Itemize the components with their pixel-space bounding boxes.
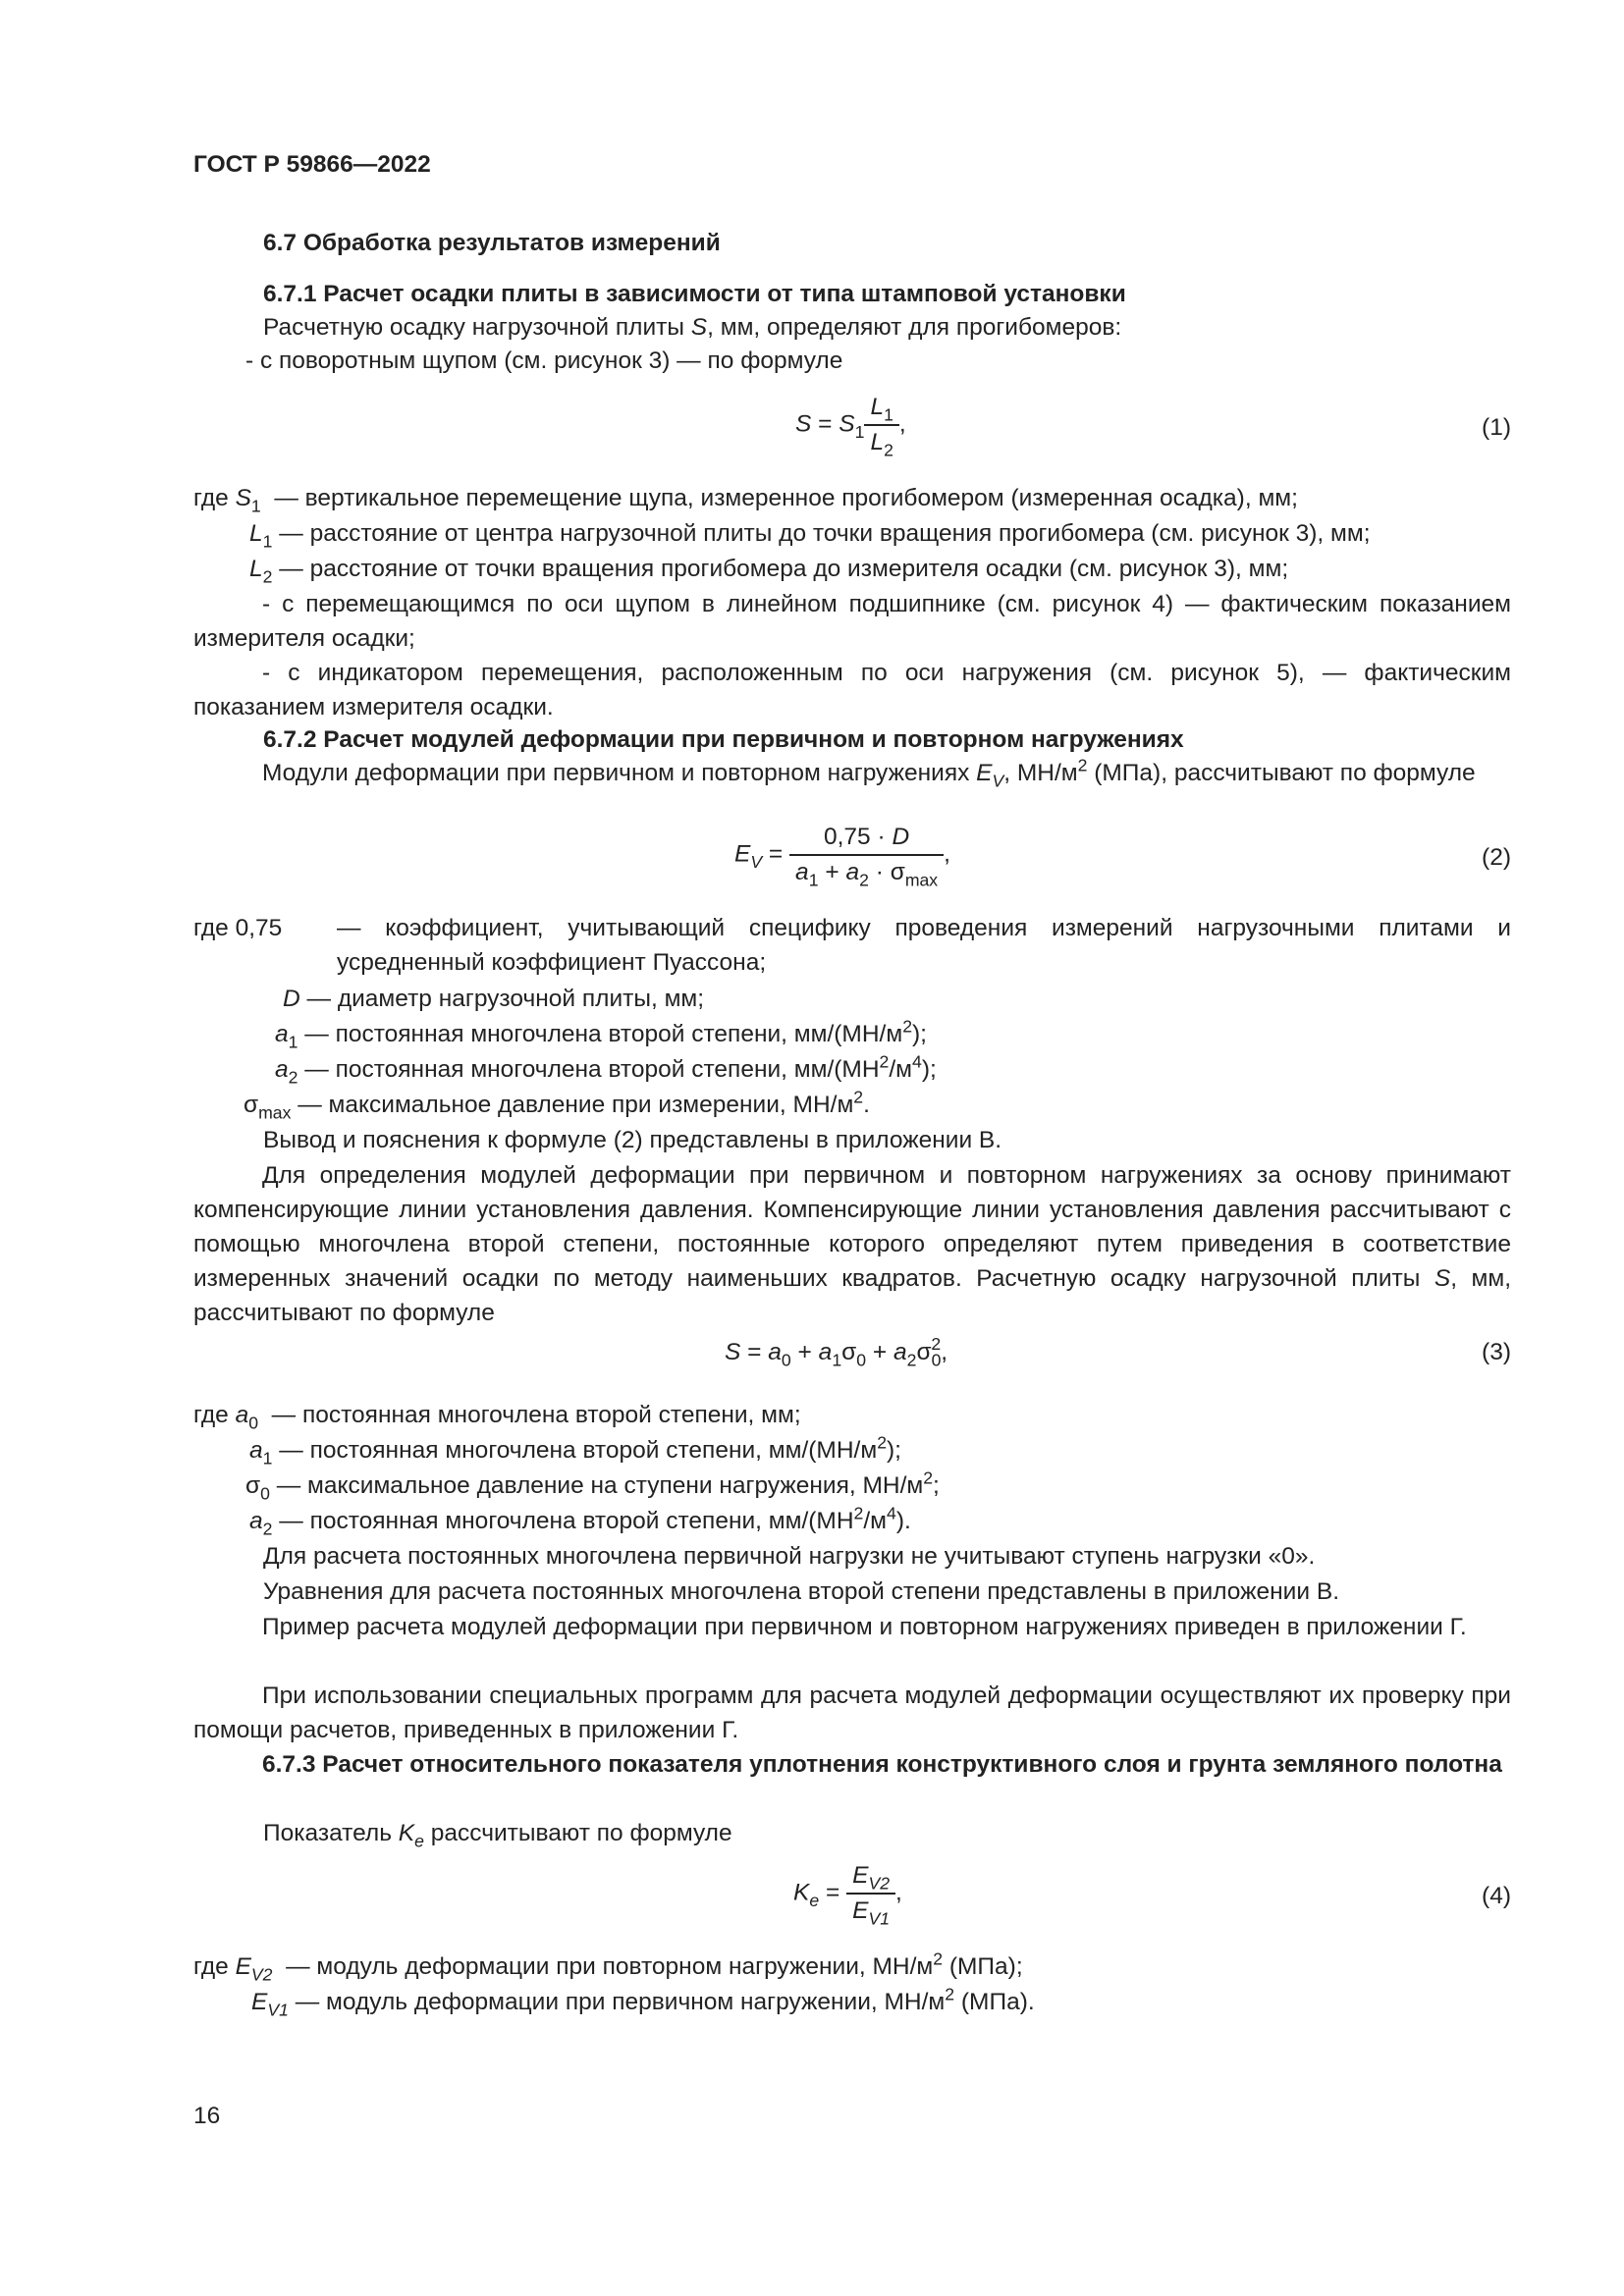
equation-number: (2) (1482, 844, 1511, 871)
definition-item: где 0,75 (193, 915, 283, 941)
section-6-7-2-heading: 6.7.2 Расчет модулей деформации при первичном и повторном нагружениях (263, 726, 1184, 753)
definition-item: $L_2$ — расстояние от точки вращения прогибомера до измерителя осадки (см. рисунок 3), мм; (249, 556, 1289, 587)
doc-header (193, 147, 431, 182)
paragraph: - с перемещающимся по оси щупом в линейном подшипнике (см. рисунок 4) — фактическим показанием измерителя осадки; (193, 591, 1511, 652)
equation-number: (1) (1482, 414, 1511, 441)
formula-2: $E_V$ = $\frac{0,75 \cdot D}{a_1 + a_2 \cdot \sigma_{max}}$ , (734, 821, 950, 889)
paragraph: Расчетную осадку нагрузочной плиты S, мм, определяют для прогибомеров: (263, 314, 1122, 341)
paragraph: Для расчета постоянных многочлена первичной нагрузки не учитывают ступень нагрузки «0». (263, 1543, 1316, 1570)
doc-id: ГОСТ Р 59866—2022 (193, 151, 431, 178)
paragraph: Пример расчета модулей деформации при первичном и повторном нагружениях приведен в приложении Г. (262, 1614, 1467, 1640)
definition-item: $L_1$ — расстояние от центра нагрузочной плиты до точки вращения прогибомера (см. рисунок 3), мм; (249, 520, 1371, 552)
section-6-7-3-heading: 6.7.3 Расчет относительного показателя уплотнения конструктивного слоя и грунта земляного полотна (262, 1751, 1502, 1778)
formula-1: $S = S_1$ $\frac{L_1}{L_2}$ , (795, 391, 906, 459)
fraction: $\frac{E_{V2}}{E_{V1}}$ (846, 1859, 895, 1928)
paragraph: Для определения модулей деформации при первичном и повторном нагружениях за основу принимают компенсирующие линии установления давления. Компенсирующие линии установления давления рассчитывают с помощью многочлена второй степени, постоянные которого определяют путем приведения в соответствие измеренных значений осадки по методу наименьших квадратов. Расчетную осадку нагрузочной плиты S, мм, рассчитывают по формуле (193, 1162, 1511, 1326)
definition-item: $\sigma_0$ — максимальное давление на ступени нагружения, $МН/м^2$; (245, 1468, 940, 1504)
definition-item: D — диаметр нагрузочной плиты, мм; (283, 986, 705, 1012)
definition-item: где $E_{V2}$ — модуль деформации при повторном нагружении, $МН/м^2$ (МПа); (193, 1949, 1023, 1985)
equation-number: (4) (1482, 1883, 1511, 1909)
definition-text: — коэффициент, учитывающий специфику проведения измерений нагрузочными плитами и усредненный коэффициент Пуассона; (337, 915, 1511, 976)
section-6-7-1-heading: 6.7.1 Расчет осадки плиты в зависимости от типа штамповой установки (263, 281, 1126, 307)
paragraph: - с поворотным щупом (см. рисунок 3) — по формуле (245, 347, 843, 374)
definition-item: где $a_0$ — постоянная многочлена второй степени, мм; (193, 1402, 801, 1433)
definition-item: $a_1$ — постоянная многочлена второй степени, $мм/(МН/м^2)$; (249, 1432, 901, 1468)
equation-number: (3) (1482, 1339, 1511, 1365)
paragraph: Показатель $K_e$ рассчитывают по формуле (263, 1820, 732, 1851)
paragraph: Уравнения для расчета постоянных многочлена второй степени представлены в приложении В. (263, 1578, 1340, 1605)
paragraph: Модули деформации при первичном и повторном нагружениях $E_V$, $МН/м^2$ (МПа), рассчитывают по формуле (262, 755, 1476, 791)
formula-3: $S = a_0 + a_1\sigma_0 + a_2\sigma_0^2$, (725, 1334, 948, 1370)
paragraph: При использовании специальных программ для расчета модулей деформации осуществляют их проверку при помощи расчетов, приведенных в приложении Г. (193, 1682, 1511, 1743)
definition-item: $a_2$ — постоянная многочлена второй степени, $мм/(МН^2/м^4)$. (249, 1503, 911, 1539)
definition-item: $a_2$ — постоянная многочлена второй степени, $мм/(МН^2/м^4)$; (275, 1051, 937, 1088)
definition-item: $E_{V1}$ — модуль деформации при первичном нагружении, $МН/м^2$ (МПа). (251, 1984, 1035, 2020)
fraction: $\frac{0,75 \cdot D}{a_1 + a_2 \cdot \sigma_{max}}$ (789, 821, 944, 889)
paragraph: Вывод и пояснения к формуле (2) представлены в приложении В. (263, 1127, 1002, 1153)
section-6-7-heading: 6.7 Обработка результатов измерений (263, 230, 721, 256)
formula-4: $K_e$ = $\frac{E_{V2}}{E_{V1}}$ , (793, 1859, 902, 1928)
definition-item: $\sigma_{max}$ — максимальное давление при измерении, $МН/м^2$. (244, 1087, 870, 1123)
fraction: $\frac{L_1}{L_2}$ (864, 391, 898, 459)
definition-item: $a_1$ — постоянная многочлена второй степени, $мм/(МН/м^2)$; (275, 1016, 927, 1052)
page-number: 16 (193, 2103, 221, 2129)
definition-item: где $S_1$ — вертикальное перемещение щупа, измеренное прогибомером (измеренная осадка), мм; (193, 485, 1298, 516)
paragraph: - с индикатором перемещения, расположенным по оси нагружения (см. рисунок 5), — фактическим показанием измерителя осадки. (193, 660, 1511, 721)
